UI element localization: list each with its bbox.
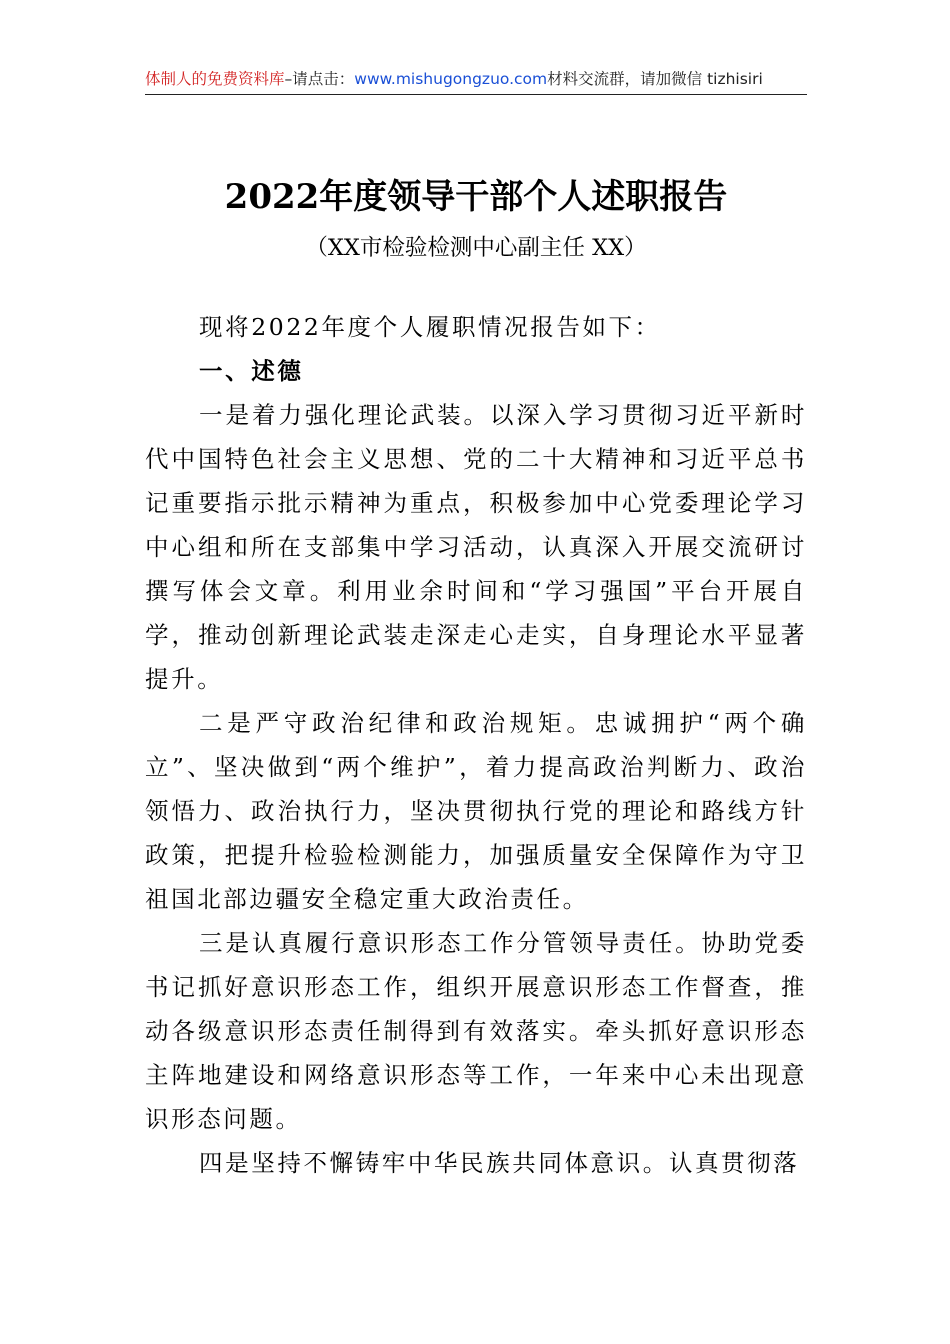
section-heading: 一、述德 xyxy=(199,357,304,385)
document-body xyxy=(145,305,807,1185)
body-paragraph-1: 一是着力强化理论武装。以深入学习贯彻习近平新时代中国特色社会主义思想、党的二十大精神和习近平总书记重要指示批示精神为重点，积极参加中心党委理论学习中心组和所在支部集中学习活动，认真深入开展交流研讨撰写体会文章。利用业余时间和“学习强国”平台开展自学，推动创新理论武装走深走心走实，自身理论水平显著提升。 xyxy=(145,401,807,693)
body-paragraph-2: 二是严守政治纪律和政治规矩。忠诚拥护“两个确立”、坚决做到“两个维护”，着力提高政治判断力、政治领悟力、政治执行力，坚决贯彻执行党的理论和路线方针政策，把提升检验检测能力，加强质量安全保障作为守卫祖国北部边疆安全稳定重大政治责任。 xyxy=(145,709,807,913)
page-header xyxy=(145,66,807,92)
header-divider xyxy=(145,94,807,95)
document-subtitle: （XX市检验检测中心副主任 XX） xyxy=(305,235,647,261)
intro-paragraph: 现将2022年度个人履职情况报告如下： xyxy=(199,313,661,341)
header-brand: 体制人的免费资料库 xyxy=(145,70,285,88)
body-paragraph-3: 三是认真履行意识形态工作分管领导责任。协助党委书记抓好意识形态工作，组织开展意识形态工作督查，推动各级意识形态责任制得到有效落实。牵头抓好意识形态主阵地建设和网络意识形态等工作，一年来中心未出现意识形态问题。 xyxy=(145,929,807,1133)
document-title: 2022年度领导干部个人述职报告 xyxy=(224,177,728,217)
header-prompt: –请点击： xyxy=(284,70,355,88)
header-link[interactable]: www.mishugongzuo.com xyxy=(354,70,548,88)
body-paragraph-4: 四是坚持不懈铸牢中华民族共同体意识。认真贯彻落 xyxy=(199,1149,800,1177)
header-tail: 材料交流群，请加微信 tizhisiri xyxy=(547,70,763,88)
